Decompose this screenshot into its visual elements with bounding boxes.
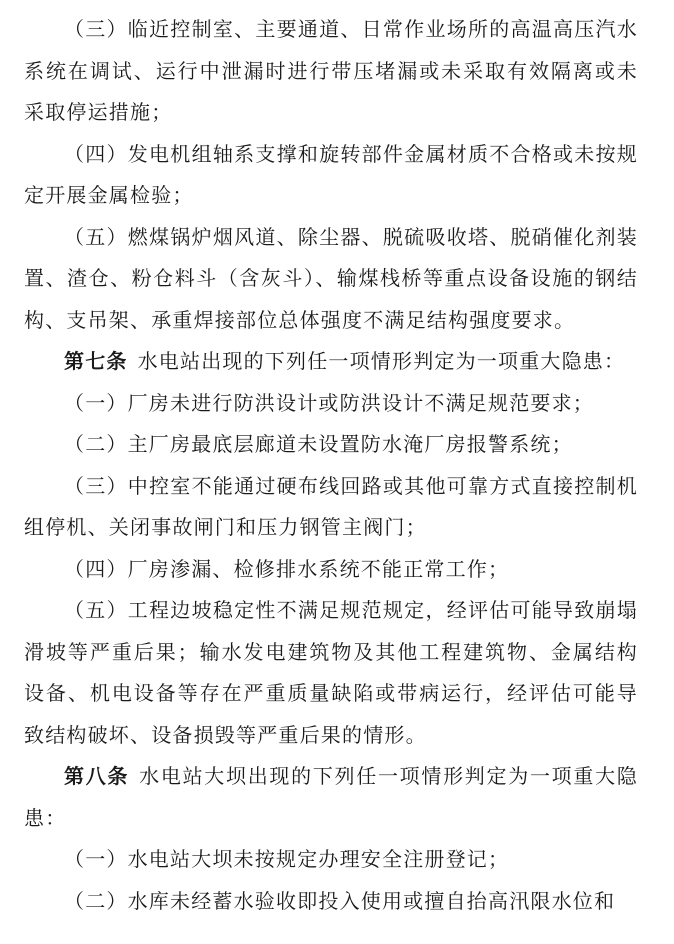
paragraph-clause-2 [24, 881, 638, 923]
paragraph-text: （四）发电机组轴系支撑和旋转部件金属材质不合格或未按规定开展金属检验； [24, 141, 638, 207]
article-number: 第七条 [64, 349, 128, 373]
article-number: 第八条 [64, 764, 130, 788]
paragraph-text: 水电站出现的下列任一项情形判定为一项重大隐患： [137, 349, 626, 373]
paragraph-text: （四）厂房渗漏、检修排水系统不能正常工作； [64, 556, 510, 581]
paragraph-text: （五）工程边坡稳定性不满足规范规定，经评估可能导致崩塌滑坡等严重后果；输水发电建筑物及其他工程建筑物、金属结构设备、机电设备等存在严重质量缺陷或带病运行，经评估可能导致结构破坏、设备损毁等严重后果的情形。 [24, 598, 638, 747]
paragraph-clause-4 [24, 549, 638, 591]
paragraph-text: （一）厂房未进行防洪设计或防洪设计不满足规范要求； [64, 390, 594, 415]
paragraph-text: （二）水库未经蓄水验收即投入使用或擅自抬高汛限水位和 [64, 888, 616, 913]
paragraph-clause-2 [24, 424, 638, 466]
paragraph-text: （五）燃煤锅炉烟风道、除尘器、脱硫吸收塔、脱硝催化剂装置、渣仓、粉仓料斗（含灰斗）、输煤栈桥等重点设备设施的钢结构、支吊架、承重焊接部位总体强度不满足结构强度要求。 [24, 224, 638, 332]
paragraph-article-7 [24, 341, 638, 383]
paragraph-article-8 [24, 756, 638, 839]
paragraph-text: （二）主厂房最底层廊道未设置防水淹厂房报警系统； [64, 432, 573, 456]
paragraph-clause-1 [24, 383, 638, 425]
paragraph-text: 水电站大坝出现的下列任一项情形判定为一项重大隐患： [24, 764, 638, 830]
paragraph-text: （三）临近控制室、主要通道、日常作业场所的高温高压汽水系统在调试、运行中泄漏时进行带压堵漏或未采取有效隔离或未采取停运措施； [24, 17, 638, 124]
paragraph-text: （三）中控室不能通过硬布线回路或其他可靠方式直接控制机组停机、关闭事故闸门和压力钢管主阀门； [24, 473, 638, 539]
paragraph-clause-3 [24, 9, 638, 134]
paragraph-text: （一）水电站大坝未按规定办理安全注册登记； [64, 847, 510, 871]
paragraph-clause-5 [24, 590, 638, 756]
paragraph-clause-5 [24, 217, 638, 342]
document-body [24, 9, 638, 922]
paragraph-clause-3 [24, 466, 638, 549]
paragraph-clause-4 [24, 134, 638, 217]
paragraph-clause-1 [24, 839, 638, 881]
